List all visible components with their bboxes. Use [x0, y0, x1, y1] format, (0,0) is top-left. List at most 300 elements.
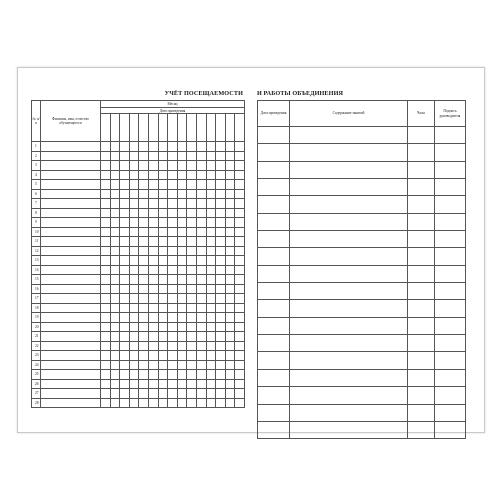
attendance-cell[interactable] [177, 370, 187, 380]
attendance-cell[interactable] [110, 246, 120, 256]
attendance-cell[interactable] [110, 180, 120, 190]
attendance-cell[interactable] [187, 265, 197, 275]
lesson-cell[interactable] [408, 179, 435, 196]
attendance-cell[interactable] [177, 379, 187, 389]
attendance-cell[interactable] [196, 265, 206, 275]
attendance-cell[interactable] [196, 151, 206, 161]
attendance-cell[interactable] [177, 189, 187, 199]
attendance-cell[interactable] [148, 389, 158, 399]
attendance-cell[interactable] [158, 256, 168, 266]
attendance-cell[interactable] [148, 398, 158, 408]
lesson-cell[interactable] [408, 317, 435, 334]
attendance-cell[interactable] [206, 227, 216, 237]
attendance-cell[interactable] [110, 351, 120, 361]
attendance-cell[interactable] [101, 170, 111, 180]
attendance-cell[interactable] [216, 151, 226, 161]
attendance-cell[interactable] [148, 170, 158, 180]
attendance-cell[interactable] [206, 351, 216, 361]
lesson-cell[interactable] [408, 421, 435, 438]
student-name-cell[interactable] [41, 161, 101, 171]
attendance-cell[interactable] [187, 370, 197, 380]
attendance-cell[interactable] [187, 398, 197, 408]
attendance-cell[interactable] [148, 151, 158, 161]
attendance-cell[interactable] [206, 237, 216, 247]
attendance-cell[interactable] [158, 151, 168, 161]
attendance-cell[interactable] [129, 170, 139, 180]
attendance-cell[interactable] [168, 370, 178, 380]
lesson-cell[interactable] [408, 369, 435, 386]
date-cell[interactable] [158, 114, 168, 142]
attendance-cell[interactable] [235, 151, 245, 161]
date-cell[interactable] [120, 114, 130, 142]
student-name-cell[interactable] [41, 275, 101, 285]
student-name-cell[interactable] [41, 256, 101, 266]
attendance-cell[interactable] [158, 170, 168, 180]
attendance-cell[interactable] [148, 341, 158, 351]
attendance-cell[interactable] [129, 351, 139, 361]
attendance-cell[interactable] [225, 313, 235, 323]
lesson-cell[interactable] [258, 335, 290, 352]
attendance-cell[interactable] [225, 170, 235, 180]
attendance-cell[interactable] [225, 275, 235, 285]
attendance-cell[interactable] [216, 161, 226, 171]
attendance-cell[interactable] [196, 322, 206, 332]
attendance-cell[interactable] [196, 360, 206, 370]
attendance-cell[interactable] [110, 398, 120, 408]
lesson-cell[interactable] [435, 265, 466, 282]
student-name-cell[interactable] [41, 218, 101, 228]
attendance-cell[interactable] [177, 142, 187, 152]
attendance-cell[interactable] [101, 142, 111, 152]
attendance-cell[interactable] [129, 360, 139, 370]
lesson-cell[interactable] [408, 196, 435, 213]
lesson-cell[interactable] [290, 179, 408, 196]
lesson-cell[interactable] [435, 127, 466, 144]
attendance-cell[interactable] [148, 370, 158, 380]
attendance-cell[interactable] [120, 227, 130, 237]
attendance-cell[interactable] [148, 351, 158, 361]
lesson-cell[interactable] [258, 144, 290, 161]
lesson-cell[interactable] [408, 404, 435, 421]
student-name-cell[interactable] [41, 237, 101, 247]
lesson-cell[interactable] [258, 421, 290, 438]
attendance-cell[interactable] [196, 294, 206, 304]
attendance-cell[interactable] [177, 237, 187, 247]
attendance-cell[interactable] [235, 265, 245, 275]
attendance-cell[interactable] [216, 313, 226, 323]
attendance-cell[interactable] [158, 322, 168, 332]
attendance-cell[interactable] [216, 322, 226, 332]
attendance-cell[interactable] [158, 360, 168, 370]
attendance-cell[interactable] [101, 284, 111, 294]
lesson-cell[interactable] [290, 421, 408, 438]
attendance-cell[interactable] [187, 389, 197, 399]
attendance-cell[interactable] [120, 389, 130, 399]
attendance-cell[interactable] [235, 237, 245, 247]
attendance-cell[interactable] [206, 389, 216, 399]
attendance-cell[interactable] [139, 151, 149, 161]
student-name-cell[interactable] [41, 351, 101, 361]
attendance-cell[interactable] [206, 256, 216, 266]
attendance-cell[interactable] [158, 246, 168, 256]
attendance-cell[interactable] [120, 218, 130, 228]
attendance-cell[interactable] [225, 151, 235, 161]
attendance-cell[interactable] [120, 360, 130, 370]
attendance-cell[interactable] [225, 303, 235, 313]
attendance-cell[interactable] [168, 189, 178, 199]
attendance-cell[interactable] [120, 351, 130, 361]
attendance-cell[interactable] [168, 237, 178, 247]
attendance-cell[interactable] [148, 237, 158, 247]
attendance-cell[interactable] [158, 332, 168, 342]
attendance-cell[interactable] [177, 199, 187, 209]
attendance-cell[interactable] [168, 256, 178, 266]
attendance-cell[interactable] [177, 284, 187, 294]
attendance-cell[interactable] [216, 265, 226, 275]
attendance-cell[interactable] [139, 218, 149, 228]
attendance-cell[interactable] [177, 351, 187, 361]
attendance-cell[interactable] [235, 341, 245, 351]
attendance-cell[interactable] [120, 256, 130, 266]
attendance-cell[interactable] [216, 199, 226, 209]
attendance-cell[interactable] [110, 313, 120, 323]
attendance-cell[interactable] [196, 170, 206, 180]
attendance-cell[interactable] [129, 341, 139, 351]
attendance-cell[interactable] [139, 322, 149, 332]
attendance-cell[interactable] [158, 218, 168, 228]
attendance-cell[interactable] [177, 322, 187, 332]
lesson-cell[interactable] [435, 369, 466, 386]
student-name-cell[interactable] [41, 246, 101, 256]
attendance-cell[interactable] [225, 218, 235, 228]
attendance-cell[interactable] [225, 294, 235, 304]
lesson-cell[interactable] [290, 248, 408, 265]
attendance-cell[interactable] [148, 265, 158, 275]
attendance-cell[interactable] [177, 303, 187, 313]
attendance-cell[interactable] [235, 275, 245, 285]
attendance-cell[interactable] [168, 265, 178, 275]
attendance-cell[interactable] [120, 180, 130, 190]
attendance-cell[interactable] [120, 142, 130, 152]
attendance-cell[interactable] [225, 142, 235, 152]
attendance-cell[interactable] [139, 389, 149, 399]
lesson-cell[interactable] [290, 161, 408, 178]
date-cell[interactable] [235, 114, 245, 142]
student-name-cell[interactable] [41, 341, 101, 351]
attendance-cell[interactable] [139, 142, 149, 152]
lesson-cell[interactable] [290, 196, 408, 213]
attendance-cell[interactable] [187, 256, 197, 266]
attendance-cell[interactable] [168, 151, 178, 161]
attendance-cell[interactable] [168, 284, 178, 294]
attendance-cell[interactable] [235, 303, 245, 313]
attendance-cell[interactable] [225, 189, 235, 199]
attendance-cell[interactable] [196, 313, 206, 323]
attendance-cell[interactable] [187, 189, 197, 199]
lesson-cell[interactable] [435, 421, 466, 438]
attendance-cell[interactable] [101, 275, 111, 285]
attendance-cell[interactable] [148, 218, 158, 228]
attendance-cell[interactable] [148, 294, 158, 304]
date-cell[interactable] [129, 114, 139, 142]
attendance-cell[interactable] [187, 151, 197, 161]
date-cell[interactable] [139, 114, 149, 142]
attendance-cell[interactable] [177, 341, 187, 351]
attendance-cell[interactable] [235, 398, 245, 408]
attendance-cell[interactable] [168, 246, 178, 256]
attendance-cell[interactable] [129, 379, 139, 389]
attendance-cell[interactable] [206, 180, 216, 190]
attendance-cell[interactable] [177, 208, 187, 218]
attendance-cell[interactable] [235, 351, 245, 361]
student-name-cell[interactable] [41, 322, 101, 332]
attendance-cell[interactable] [196, 370, 206, 380]
attendance-cell[interactable] [177, 227, 187, 237]
attendance-cell[interactable] [101, 208, 111, 218]
attendance-cell[interactable] [101, 256, 111, 266]
attendance-cell[interactable] [196, 303, 206, 313]
attendance-cell[interactable] [225, 208, 235, 218]
attendance-cell[interactable] [187, 332, 197, 342]
attendance-cell[interactable] [120, 189, 130, 199]
lesson-cell[interactable] [290, 352, 408, 369]
attendance-cell[interactable] [235, 180, 245, 190]
attendance-cell[interactable] [110, 151, 120, 161]
lesson-cell[interactable] [435, 248, 466, 265]
attendance-cell[interactable] [168, 199, 178, 209]
attendance-cell[interactable] [196, 142, 206, 152]
attendance-cell[interactable] [196, 218, 206, 228]
student-name-cell[interactable] [41, 398, 101, 408]
attendance-cell[interactable] [129, 265, 139, 275]
attendance-cell[interactable] [110, 341, 120, 351]
attendance-cell[interactable] [110, 284, 120, 294]
attendance-cell[interactable] [206, 322, 216, 332]
attendance-cell[interactable] [216, 360, 226, 370]
attendance-cell[interactable] [129, 294, 139, 304]
attendance-cell[interactable] [158, 303, 168, 313]
student-name-cell[interactable] [41, 294, 101, 304]
attendance-cell[interactable] [216, 379, 226, 389]
attendance-cell[interactable] [158, 237, 168, 247]
lesson-cell[interactable] [435, 144, 466, 161]
attendance-cell[interactable] [101, 237, 111, 247]
attendance-cell[interactable] [120, 265, 130, 275]
attendance-cell[interactable] [177, 180, 187, 190]
attendance-cell[interactable] [158, 370, 168, 380]
attendance-cell[interactable] [110, 170, 120, 180]
lesson-cell[interactable] [290, 144, 408, 161]
attendance-cell[interactable] [101, 351, 111, 361]
attendance-cell[interactable] [101, 360, 111, 370]
attendance-cell[interactable] [177, 161, 187, 171]
attendance-cell[interactable] [139, 237, 149, 247]
attendance-cell[interactable] [216, 398, 226, 408]
attendance-cell[interactable] [168, 142, 178, 152]
attendance-cell[interactable] [196, 180, 206, 190]
student-name-cell[interactable] [41, 313, 101, 323]
attendance-cell[interactable] [110, 199, 120, 209]
lesson-cell[interactable] [258, 283, 290, 300]
attendance-cell[interactable] [110, 237, 120, 247]
lesson-cell[interactable] [258, 179, 290, 196]
student-name-cell[interactable] [41, 284, 101, 294]
attendance-cell[interactable] [187, 341, 197, 351]
attendance-cell[interactable] [148, 332, 158, 342]
attendance-cell[interactable] [206, 398, 216, 408]
attendance-cell[interactable] [225, 227, 235, 237]
attendance-cell[interactable] [101, 180, 111, 190]
attendance-cell[interactable] [177, 389, 187, 399]
attendance-cell[interactable] [216, 189, 226, 199]
attendance-cell[interactable] [187, 218, 197, 228]
lesson-cell[interactable] [290, 231, 408, 248]
attendance-cell[interactable] [235, 284, 245, 294]
attendance-cell[interactable] [206, 170, 216, 180]
lesson-cell[interactable] [408, 144, 435, 161]
attendance-cell[interactable] [196, 208, 206, 218]
attendance-cell[interactable] [129, 151, 139, 161]
attendance-cell[interactable] [129, 237, 139, 247]
attendance-cell[interactable] [148, 379, 158, 389]
attendance-cell[interactable] [187, 322, 197, 332]
attendance-cell[interactable] [235, 227, 245, 237]
attendance-cell[interactable] [101, 341, 111, 351]
attendance-cell[interactable] [196, 398, 206, 408]
attendance-cell[interactable] [129, 370, 139, 380]
attendance-cell[interactable] [139, 303, 149, 313]
attendance-cell[interactable] [235, 189, 245, 199]
attendance-cell[interactable] [139, 180, 149, 190]
attendance-cell[interactable] [129, 161, 139, 171]
attendance-cell[interactable] [120, 246, 130, 256]
attendance-cell[interactable] [129, 142, 139, 152]
student-name-cell[interactable] [41, 227, 101, 237]
attendance-cell[interactable] [206, 303, 216, 313]
attendance-cell[interactable] [101, 294, 111, 304]
date-cell[interactable] [101, 114, 111, 142]
attendance-cell[interactable] [101, 332, 111, 342]
attendance-cell[interactable] [235, 389, 245, 399]
attendance-cell[interactable] [235, 370, 245, 380]
attendance-cell[interactable] [235, 170, 245, 180]
attendance-cell[interactable] [187, 208, 197, 218]
attendance-cell[interactable] [101, 379, 111, 389]
attendance-cell[interactable] [235, 256, 245, 266]
attendance-cell[interactable] [101, 218, 111, 228]
attendance-cell[interactable] [187, 227, 197, 237]
attendance-cell[interactable] [110, 218, 120, 228]
lesson-cell[interactable] [408, 127, 435, 144]
attendance-cell[interactable] [101, 313, 111, 323]
attendance-cell[interactable] [139, 275, 149, 285]
attendance-cell[interactable] [206, 208, 216, 218]
attendance-cell[interactable] [216, 208, 226, 218]
attendance-cell[interactable] [206, 151, 216, 161]
attendance-cell[interactable] [148, 284, 158, 294]
lesson-cell[interactable] [258, 213, 290, 230]
attendance-cell[interactable] [225, 237, 235, 247]
attendance-cell[interactable] [120, 284, 130, 294]
attendance-cell[interactable] [148, 275, 158, 285]
attendance-cell[interactable] [206, 332, 216, 342]
lesson-cell[interactable] [290, 404, 408, 421]
attendance-cell[interactable] [101, 322, 111, 332]
attendance-cell[interactable] [225, 265, 235, 275]
attendance-cell[interactable] [235, 199, 245, 209]
lesson-cell[interactable] [290, 300, 408, 317]
attendance-cell[interactable] [110, 360, 120, 370]
date-cell[interactable] [225, 114, 235, 142]
attendance-cell[interactable] [120, 322, 130, 332]
lesson-cell[interactable] [290, 265, 408, 282]
attendance-cell[interactable] [120, 313, 130, 323]
lesson-cell[interactable] [435, 404, 466, 421]
attendance-cell[interactable] [120, 303, 130, 313]
attendance-cell[interactable] [158, 398, 168, 408]
attendance-cell[interactable] [225, 180, 235, 190]
student-name-cell[interactable] [41, 142, 101, 152]
attendance-cell[interactable] [187, 294, 197, 304]
attendance-cell[interactable] [120, 151, 130, 161]
attendance-cell[interactable] [148, 360, 158, 370]
attendance-cell[interactable] [216, 341, 226, 351]
attendance-cell[interactable] [148, 180, 158, 190]
attendance-cell[interactable] [101, 151, 111, 161]
student-name-cell[interactable] [41, 208, 101, 218]
attendance-cell[interactable] [148, 199, 158, 209]
attendance-cell[interactable] [139, 332, 149, 342]
lesson-cell[interactable] [408, 213, 435, 230]
lesson-cell[interactable] [435, 196, 466, 213]
attendance-cell[interactable] [187, 275, 197, 285]
attendance-cell[interactable] [101, 265, 111, 275]
attendance-cell[interactable] [110, 303, 120, 313]
attendance-cell[interactable] [206, 142, 216, 152]
student-name-cell[interactable] [41, 265, 101, 275]
attendance-cell[interactable] [110, 332, 120, 342]
attendance-cell[interactable] [139, 170, 149, 180]
lesson-cell[interactable] [258, 248, 290, 265]
attendance-cell[interactable] [139, 360, 149, 370]
date-cell[interactable] [177, 114, 187, 142]
attendance-cell[interactable] [216, 389, 226, 399]
student-name-cell[interactable] [41, 199, 101, 209]
lesson-cell[interactable] [435, 300, 466, 317]
attendance-cell[interactable] [148, 303, 158, 313]
attendance-cell[interactable] [101, 389, 111, 399]
attendance-cell[interactable] [129, 398, 139, 408]
date-cell[interactable] [206, 114, 216, 142]
lesson-cell[interactable] [408, 352, 435, 369]
attendance-cell[interactable] [235, 332, 245, 342]
attendance-cell[interactable] [216, 351, 226, 361]
attendance-cell[interactable] [129, 189, 139, 199]
attendance-cell[interactable] [235, 360, 245, 370]
attendance-cell[interactable] [120, 341, 130, 351]
attendance-cell[interactable] [225, 341, 235, 351]
student-name-cell[interactable] [41, 170, 101, 180]
student-name-cell[interactable] [41, 151, 101, 161]
attendance-cell[interactable] [225, 284, 235, 294]
attendance-cell[interactable] [168, 227, 178, 237]
attendance-cell[interactable] [139, 199, 149, 209]
attendance-cell[interactable] [120, 332, 130, 342]
attendance-cell[interactable] [206, 161, 216, 171]
lesson-cell[interactable] [258, 196, 290, 213]
attendance-cell[interactable] [225, 332, 235, 342]
attendance-cell[interactable] [206, 379, 216, 389]
